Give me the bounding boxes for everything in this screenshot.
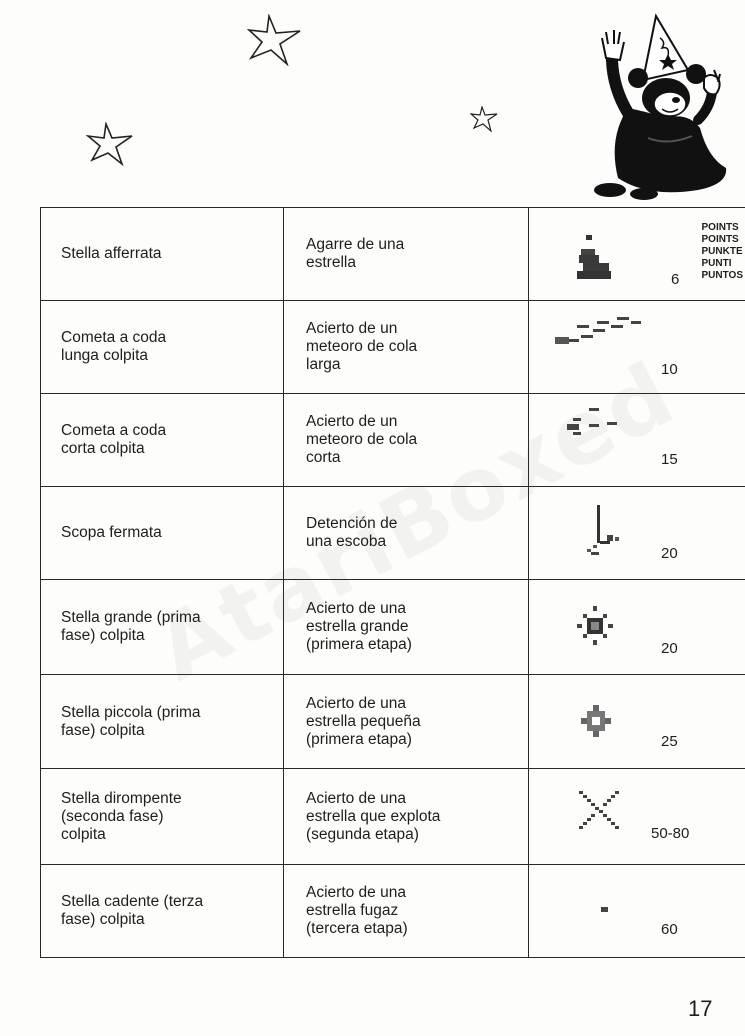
italian-cell: Stella cadente (terza fase) colpita [41,865,284,958]
spanish-cell: Acierto de una estrella que explota (segunda etapa) [284,769,529,865]
points-cell [529,580,745,675]
score-table [40,207,745,958]
italian-cell: Stella grande (prima fase) colpita [41,580,284,675]
spanish-cell: Acierto de un meteoro de cola larga [284,301,529,394]
table-row [41,208,745,301]
page-number: 17 [688,996,713,1021]
sorcerer-mascot-illustration [588,8,728,203]
table-row [41,769,745,865]
spanish-cell: Detención de una escoba [284,487,529,580]
grabbed-star-sprite-icon [573,235,613,285]
points-cell [529,208,745,301]
points-cell [529,675,745,769]
points-value: 50-80 [651,825,690,842]
table-row [41,675,745,769]
points-cell [529,301,745,394]
star-icon [247,14,303,66]
table-row [41,487,745,580]
points-cell [529,487,745,580]
short-tail-comet-sprite-icon [567,408,631,438]
italian-cell: Scopa fermata [41,487,284,580]
points-cell [529,865,745,958]
points-value: 20 [661,545,678,562]
points-value: 60 [661,921,678,938]
big-star-sprite-icon [577,606,613,646]
points-value: 15 [661,451,678,468]
exploding-star-sprite-icon [579,791,623,831]
table-row [41,865,745,958]
table-row [41,394,745,487]
small-star-sprite-icon [581,705,611,737]
spanish-cell: Acierto de una estrella grande (primera etapa) [284,580,529,675]
italian-cell: Stella afferrata [41,208,284,301]
spanish-cell: Acierto de una estrella fugaz (tercera etapa) [284,865,529,958]
shooting-star-sprite-icon [601,907,609,913]
italian-cell: Cometa a coda corta colpita [41,394,284,487]
points-cell [529,769,745,865]
points-value: 10 [661,361,678,378]
italian-cell: Stella dirompente (seconda fase) colpita [41,769,284,865]
points-cell [529,394,745,487]
star-icon [86,122,134,166]
spanish-cell: Agarre de una estrella [284,208,529,301]
italian-cell: Cometa a coda lunga colpita [41,301,284,394]
spanish-cell: Acierto de un meteoro de cola corta [284,394,529,487]
table-row [41,301,745,394]
points-value: 20 [661,640,678,657]
broom-sprite-icon [585,505,625,561]
points-value: 6 [671,271,680,288]
long-tail-comet-sprite-icon [555,315,645,351]
table-row [41,580,745,675]
points-words: POINTS POINTS PUNKTE PUNTI PUNTOS [701,222,743,281]
star-icon [470,106,498,132]
italian-cell: Stella piccola (prima fase) colpita [41,675,284,769]
points-value: 25 [661,733,678,750]
spanish-cell: Acierto de una estrella pequeña (primera etapa) [284,675,529,769]
